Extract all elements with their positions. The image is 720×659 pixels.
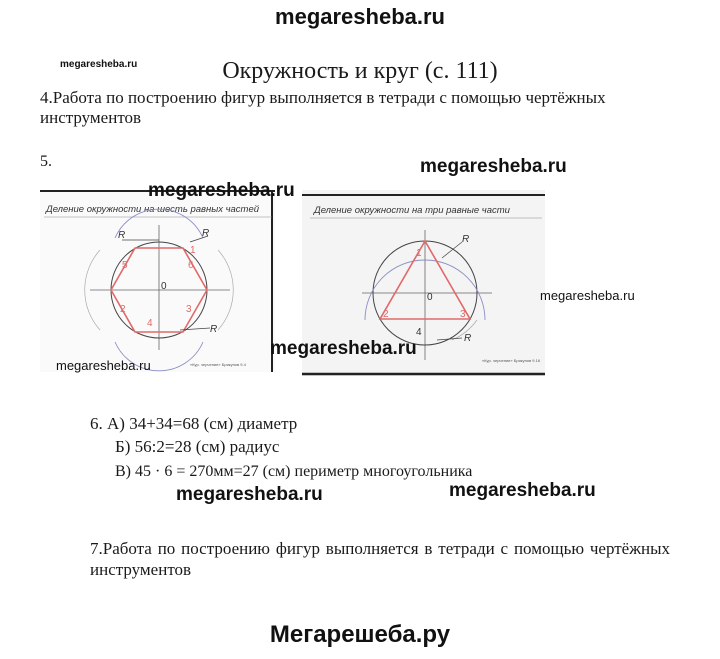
label-r: R [202,228,210,239]
label-6: 6 [188,260,194,271]
label-0: 0 [161,281,167,292]
site-watermark: megaresheba.ru [148,180,295,201]
label-5: 5 [122,260,128,271]
task-6-line-b: Б) 56:2=28 (см) радиус [115,437,280,456]
label-2: 2 [120,304,126,315]
task-7-text: 7.Работа по построению фигур выполняется в тетради с помощью чертёжных инструментов [90,539,670,579]
task-6-line-c: В) 45 · 6 = 270мм=27 (см) периметр многоугольника [115,463,473,480]
figure-title: Деление окружности на три равные части [314,205,510,216]
task-5-number: 5. [40,153,52,170]
label-1: 1 [416,248,422,259]
hexagon-construction-figure [40,190,275,372]
site-watermark: megaresheba.ru [176,484,323,505]
label-r: R [462,234,470,245]
task-6-block [90,412,472,483]
label-2: 2 [383,309,389,320]
site-watermark-small: megaresheba.ru [60,59,138,70]
label-4: 4 [147,318,153,329]
figure-caption: «Кур. черчение» Брикунов 9.16 [482,358,541,363]
label-3: 3 [186,304,192,315]
site-watermark: megaresheba.ru [449,480,596,501]
page-title: Окружность и круг (с. 111) [222,58,498,84]
site-watermark: megaresheba.ru [420,156,567,177]
site-watermark-top: megaresheba.ru [275,4,445,29]
site-watermark-small: megaresheba.ru [56,358,151,373]
site-footer-brand: Мегарешеба.ру [269,621,451,648]
label-3: 3 [460,309,466,320]
figure-title: Деление окружности на шесть равных частей [46,204,260,215]
label-0: 0 [427,292,433,303]
label-4: 4 [416,327,422,338]
site-watermark: megaresheba.ru [270,338,417,359]
site-watermark-small: megaresheba.ru [540,288,635,303]
label-r: R [464,333,472,344]
label-r: R [118,230,126,241]
figure-caption: «Кур. черчение» Брикунов 9.4 [190,362,246,367]
label-1: 1 [190,245,196,256]
label-r: R [210,324,218,335]
task-6-line-a: 6. А) 34+34=68 (см) диаметр [90,414,298,433]
task-4-text: 4.Работа по построению фигур выполняется в тетради с помощью чертёжных инструментов [40,88,606,127]
